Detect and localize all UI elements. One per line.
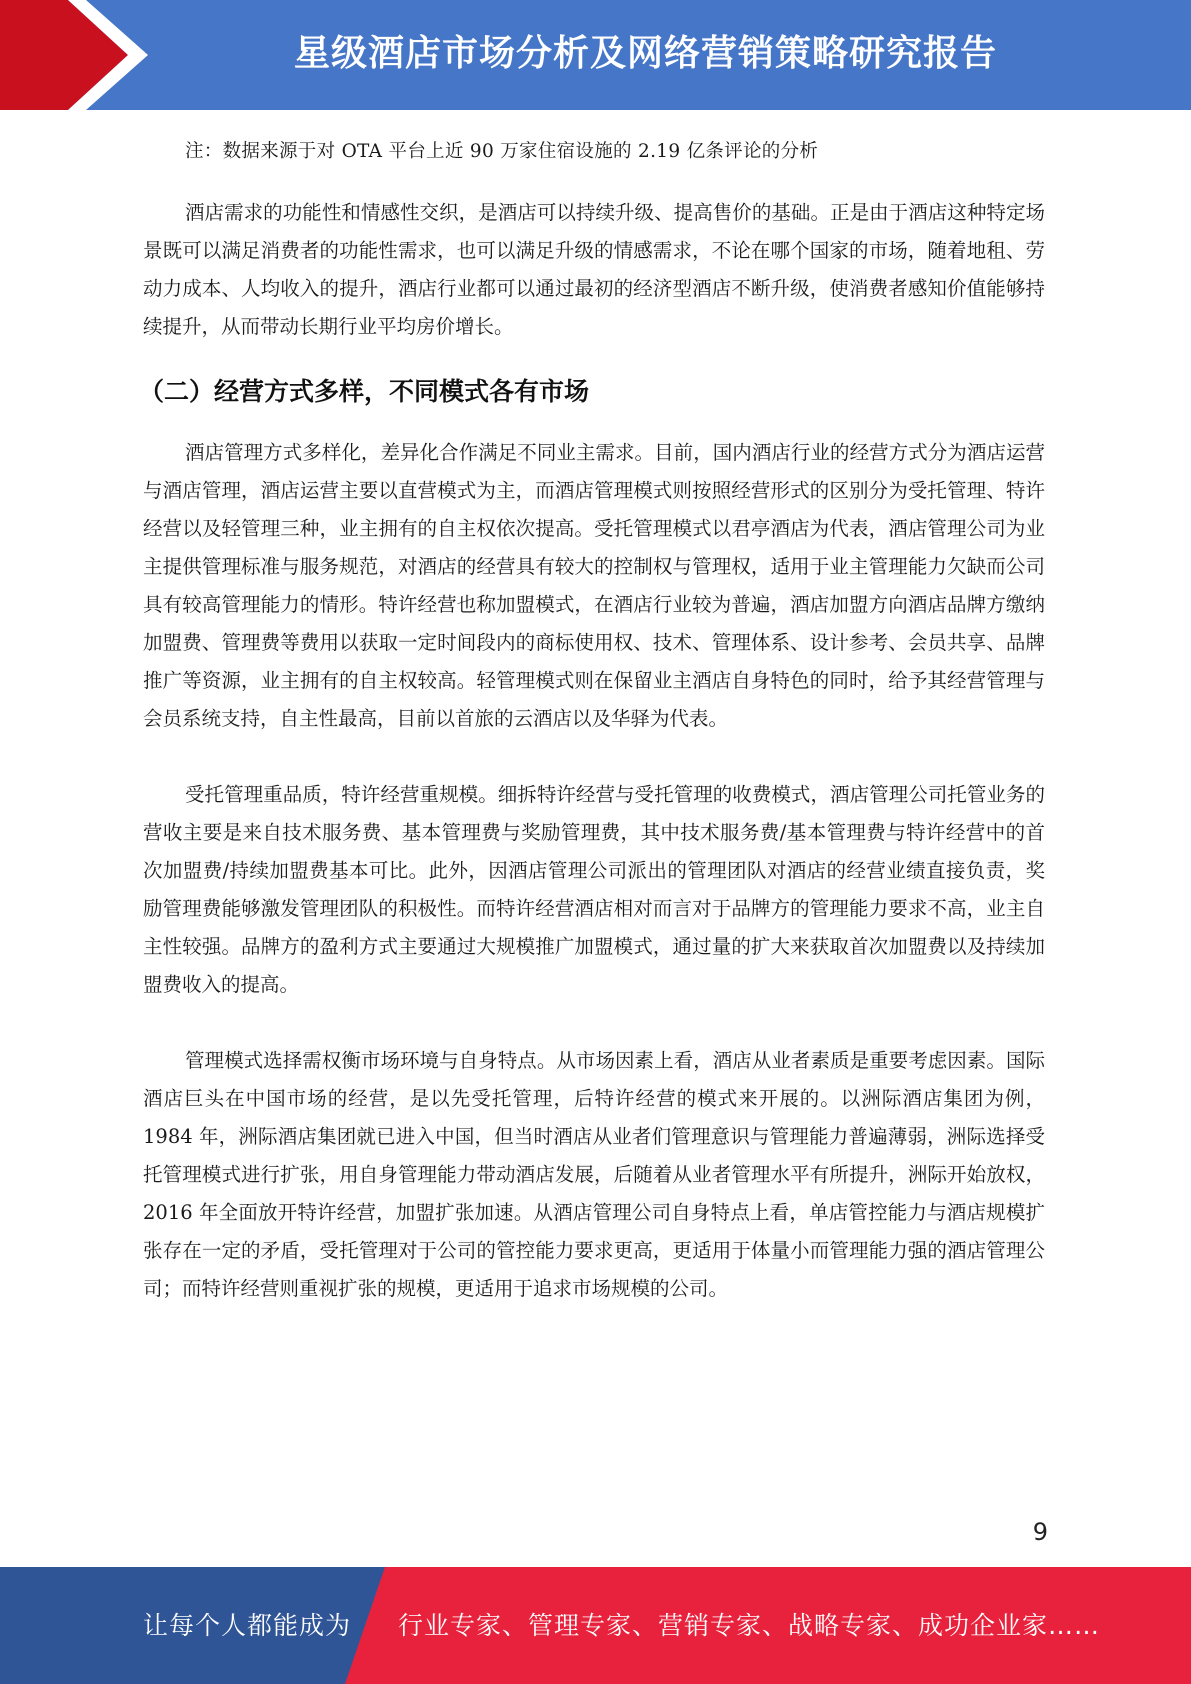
paragraph-mode-selection: 管理模式选择需权衡市场环境与自身特点。从市场因素上看，酒店从业者素质是重要考虑因素。国际酒店巨头在中国市场的经营，是以先受托管理，后特许经营的模式来开展的。以洲际酒店集团为例，1984 年，洲际酒店集团就已进入中国，但当时酒店从业者们管理意识与管理能力普遍薄弱，洲际选择受托管理模式进行扩张，用自身管理能力带动酒店发展，后随着从业者管理水平有所提升，洲际开始放权，2016 年全面放开特许经营，加盟扩张加速。从酒店管理公司自身特点上看，单店管控能力与酒店规模扩张存在一定的矛盾，受托管理对于公司的管控能力要求更高，更适用于体量小而管理能力强的酒店管理公司；而特许经营则重视扩张的规模，更适用于追求市场规模的公司。 <box>143 1049 1045 1300</box>
footer-slogan-right: 行业专家、管理专家、营销专家、战略专家、成功企业家…… <box>398 1611 1101 1640</box>
data-source-note: 注：数据来源于对 OTA 平台上近 90 万家住宿设施的 2.19 亿条评论的分析 <box>185 141 819 162</box>
paragraph-quality-vs-scale: 受托管理重品质，特许经营重规模。细拆特许经营与受托管理的收费模式，酒店管理公司托管业务的营收主要是来自技术服务费、基本管理费与奖励管理费，其中技术服务费/基本管理费与特许经营中的首次加盟费/持续加盟费基本可比。此外，因酒店管理公司派出的管理团队对酒店的经营业绩直接负责，奖励管理费能够激发管理团队的积极性。而特许经营酒店相对而言对于品牌方的管理能力要求不高，业主自主性较强。品牌方的盈利方式主要通过大规模推广加盟模式，通过量的扩大来获取首次加盟费以及持续加盟费收入的提高。 <box>143 783 1045 996</box>
footer-slogan-left: 让每个人都能成为 <box>143 1611 352 1640</box>
document-title: 星级酒店市场分析及网络营销策略研究报告 <box>293 33 997 74</box>
page-number: 9 <box>1032 1518 1048 1546</box>
section-heading: （二）经营方式多样，不同模式各有市场 <box>139 377 590 406</box>
header-arrow-decoration <box>0 0 160 110</box>
paragraph-hotel-demand: 酒店需求的功能性和情感性交织，是酒店可以持续升级、提高售价的基础。正是由于酒店这种特定场景既可以满足消费者的功能性需求，也可以满足升级的情感需求，不论在哪个国家的市场，随着地租、劳动力成本、人均收入的提升，酒店行业都可以通过最初的经济型酒店不断升级，使消费者感知价值能够持续提升，从而带动长期行业平均房价增长。 <box>143 201 1045 338</box>
paragraph-management-modes: 酒店管理方式多样化，差异化合作满足不同业主需求。目前，国内酒店行业的经营方式分为酒店运营与酒店管理，酒店运营主要以直营模式为主，而酒店管理模式则按照经营形式的区别分为受托管理、特许经营以及轻管理三种，业主拥有的自主权依次提高。受托管理模式以君亭酒店为代表，酒店管理公司为业主提供管理标准与服务规范，对酒店的经营具有较大的控制权与管理权，适用于业主管理能力欠缺而公司具有较高管理能力的情形。特许经营也称加盟模式，在酒店行业较为普遍，酒店加盟方向酒店品牌方缴纳加盟费、管理费等费用以获取一定时间段内的商标使用权、技术、管理体系、设计参考、会员共享、品牌推广等资源，业主拥有的自主权较高。轻管理模式则在保留业主酒店自身特色的同时，给予其经营管理与会员系统支持，自主性最高，目前以首旅的云酒店以及华驿为代表。 <box>143 441 1045 730</box>
page-footer <box>0 1567 1191 1684</box>
page-header <box>0 0 1191 110</box>
page-content <box>139 130 1045 1346</box>
